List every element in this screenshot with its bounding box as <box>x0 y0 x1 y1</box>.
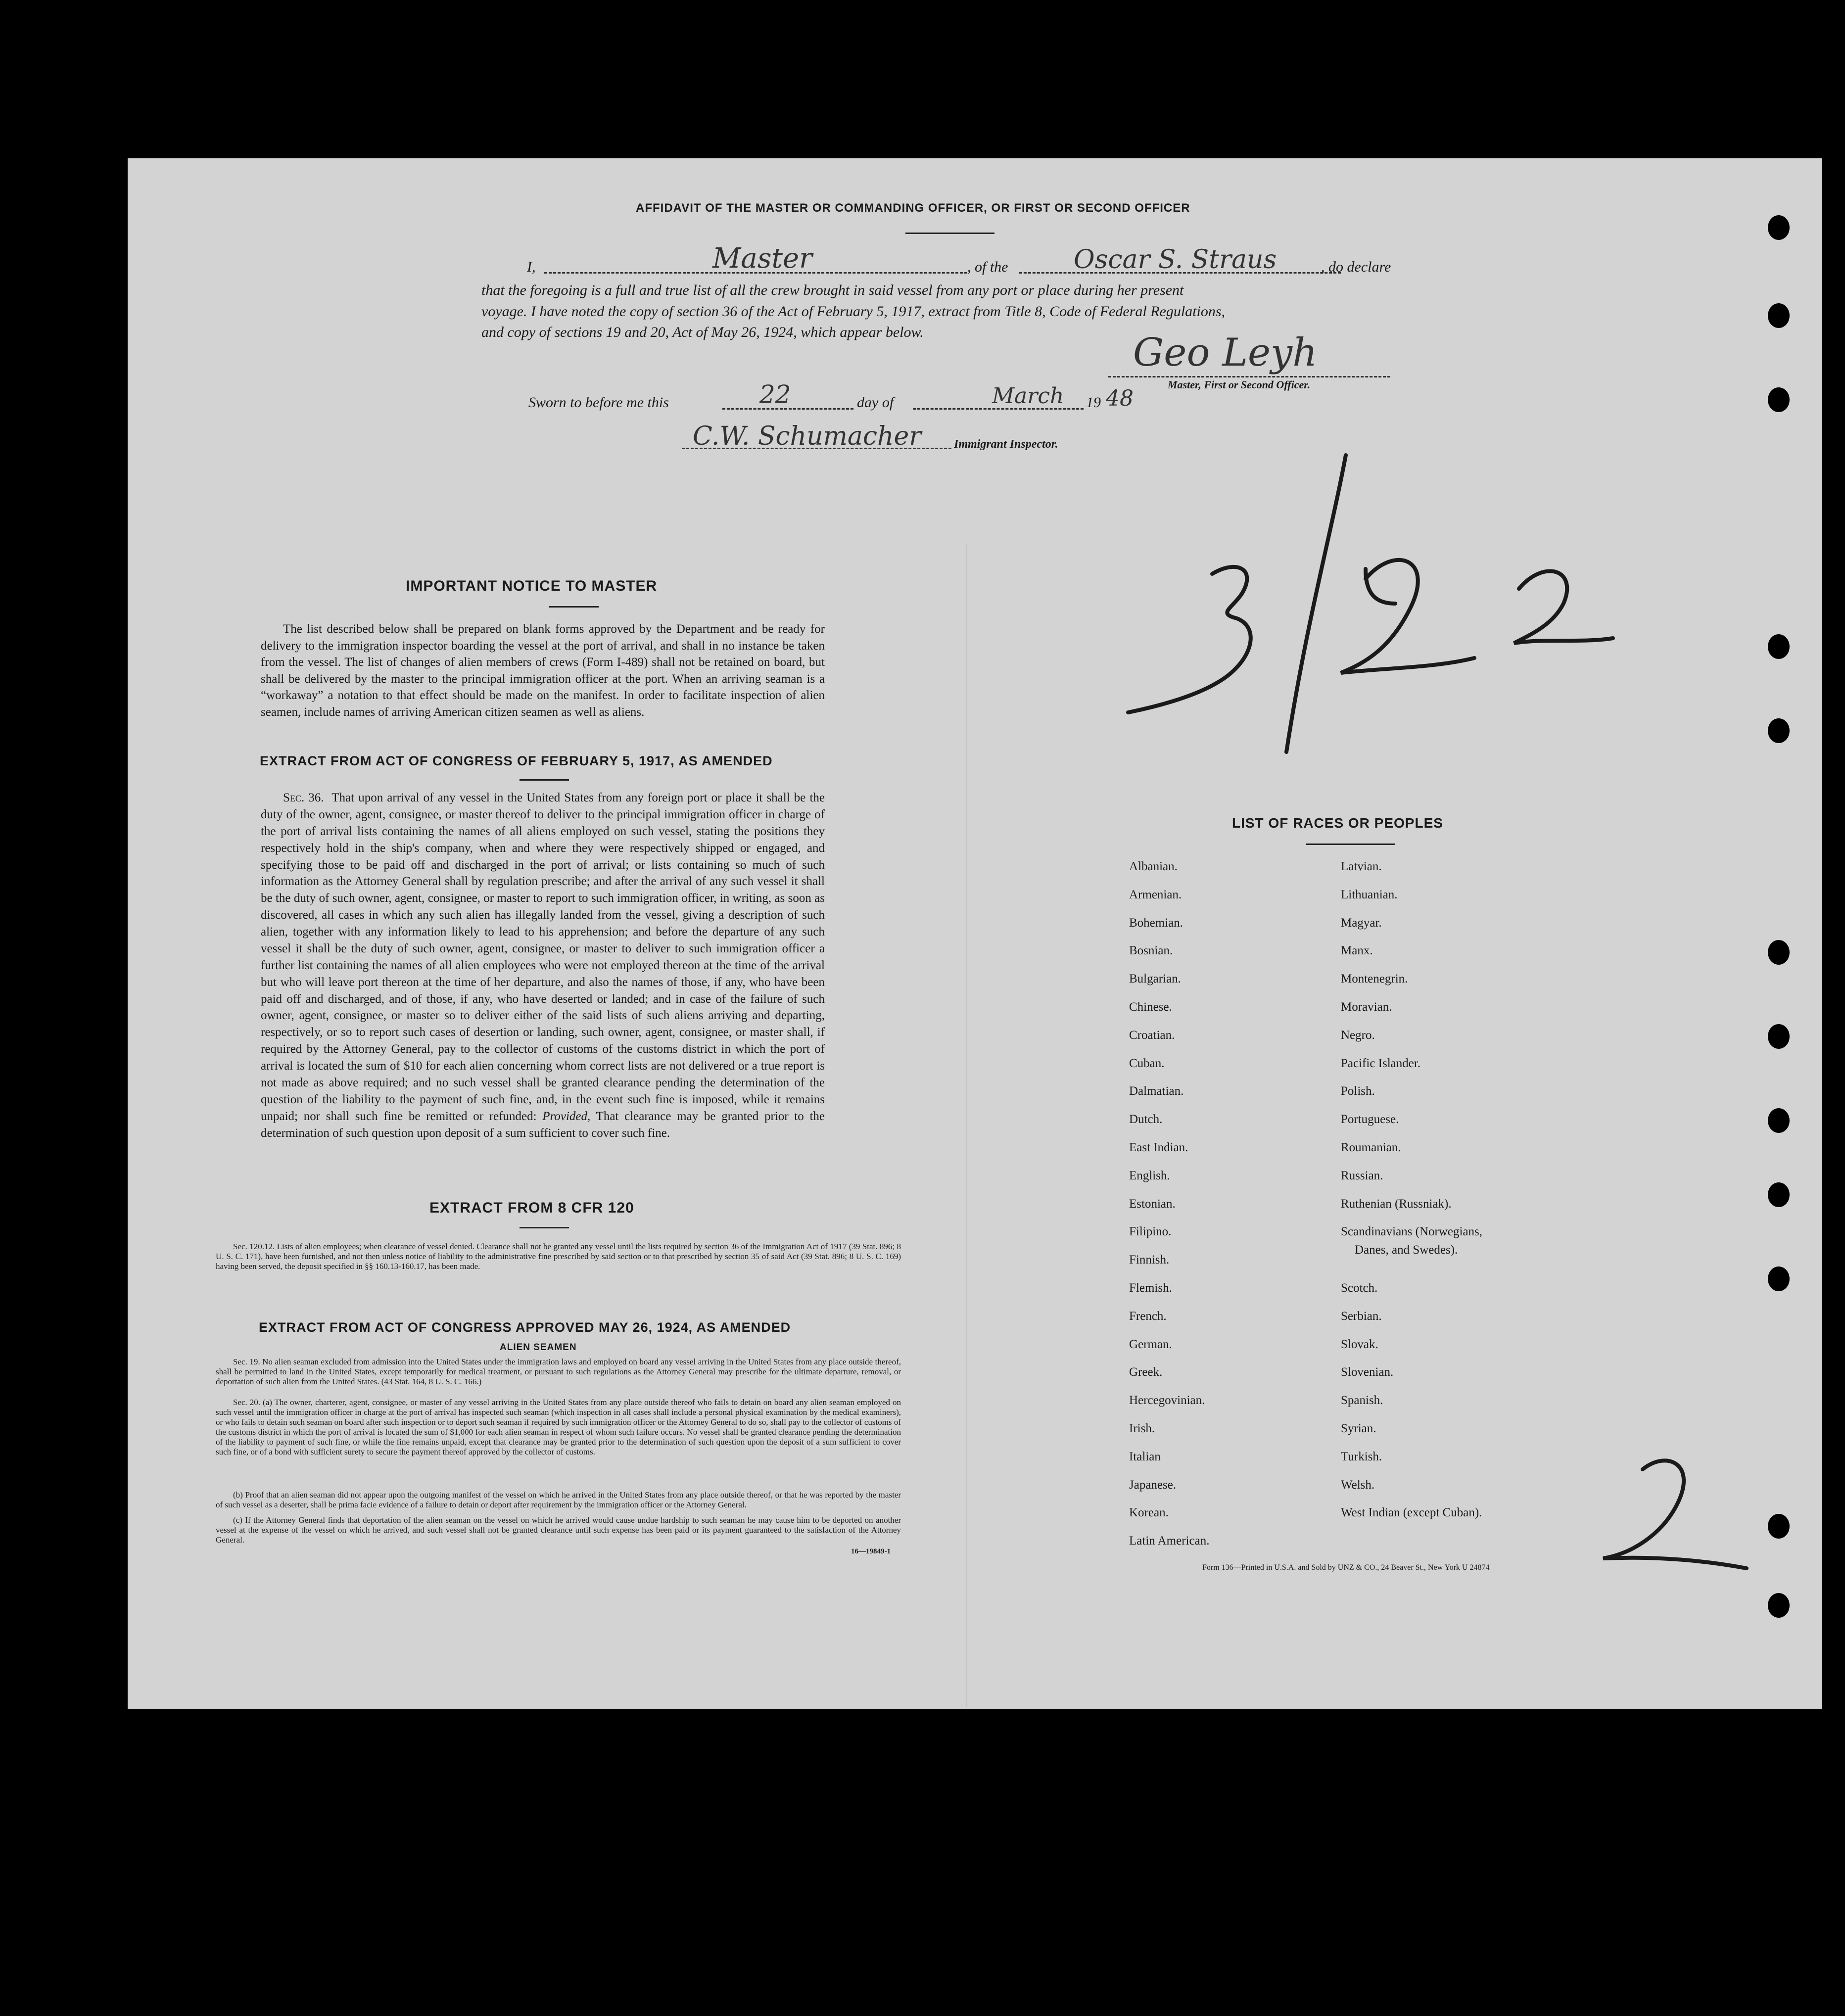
sec-36-body-end: That clearance may be granted prior to the determination of such question upon deposit of a sum sufficient to cover such fine. <box>261 1109 825 1140</box>
inspector-caption: Immigrant Inspector. <box>954 438 1058 451</box>
sec-36-body: That upon arrival of any vessel in the United States from any foreign port or place it shall be the duty of the owner, agent, consignee, or master thereof to deliver to the principal immigration officer in charge of the port of arrival lists containing the names of all aliens employed on such vessel, stating the positions they respectively hold in the ship's company, when and where they were respectively shipped or engaged, and specifying those to be paid off and discharged in the port of arrival; or lists containing so much of such information as the Attorney General shall by regulation prescribe; and after the arrival of any such vessel it shall be the duty of such owner, agent, consignee, or master to report to such immigration officer, in writing, as soon as discovered, all cases in which any such alien has illegally landed from the vessel, giving a description of such alien, together with any information likely to lead to his apprehension; and before the departure of any such vessel it shall be the duty of such owner, agent, consignee, or master to deliver to such immigration officer a further list containing the names of all alien employees who were not employed thereon at the time of the arrival but who will leave port thereon at the time of her departure, and also the names of those, if any, who have been paid off and discharged, and of those, if any, who have deserted or landed; and in case of the failure of such owner, agent, consignee, or master so to deliver either of the said lists of such aliens arriving and departing, respectively, or so to report such cases of desertion or landing, such owner, agent, consignee, or master shall, if required by the Attorney General, pay to the collector of customs of the customs district in which the port of arrival is located the sum of $10 for each alien concerning whom correct lists are not delivered or a true report is not made as above required; and no such vessel shall be granted clearance pending the determination of the question of the liability to the payment of such fine, and, in the event such fine is imposed, while it remains unpaid; nor shall such fine be remitted or refunded: <box>261 791 825 1123</box>
races-title: LIST OF RACES OR PEOPLES <box>1232 815 1443 831</box>
provided-word: Provided, <box>542 1109 591 1123</box>
race-item: West Indian (except Cuban). <box>1341 1506 1482 1520</box>
race-item: Spanish. <box>1341 1394 1383 1407</box>
notice-rule <box>549 606 599 608</box>
punch-hole <box>1768 1024 1790 1049</box>
race-item: Greek. <box>1129 1365 1163 1379</box>
affidavit-title: AFFIDAVIT OF THE MASTER OR COMMANDING OFFICER, OR FIRST OR SECOND OFFICER <box>636 201 1190 215</box>
affidavit-line-2: that the foregoing is a full and true list of all the crew brought in said vessel from any port or place during her present <box>481 282 1184 298</box>
punch-hole <box>1768 1514 1790 1539</box>
signature-line <box>1108 376 1390 377</box>
sworn-label: Sworn to before me this <box>528 394 669 411</box>
inspector-signature: C.W. Schumacher <box>693 422 922 451</box>
race-item: Filipino. <box>1129 1225 1172 1239</box>
year-handwritten: 48 <box>1106 386 1134 411</box>
punch-hole <box>1768 387 1790 412</box>
alien-seamen-subtitle: ALIEN SEAMEN <box>500 1342 577 1353</box>
do-declare-label: , do declare <box>1321 259 1391 275</box>
print-code: 16—19849-1 <box>851 1547 891 1555</box>
race-item: Manx. <box>1341 944 1373 958</box>
master-signature: Geo Leyh <box>1133 330 1318 375</box>
race-item: Scandinavians (Norwegians, <box>1341 1225 1483 1239</box>
race-item: East Indian. <box>1129 1141 1188 1154</box>
affidavit-line-3: voyage. I have noted the copy of section 36 of the Act of February 5, 1917, extract from Title 8, Code of Federal Regulations, <box>481 303 1226 320</box>
sec-20a-text: Sec. 20. (a) The owner, charterer, agent, consignee, or master of any vessel arriving in the United States from any place outside thereof who fails to detain on board any alien seaman employed on such vessel until the immigration officer in charge at the port of arrival has inspected such seaman (which inspection in all cases shall include a personal physical examination by the medical examiners), or who fails to detain such seaman on board after such inspection or to deport such seaman if required by such immigration officer or the Attorney General to do so, shall pay to the collector of customs of the customs district in which the port of arrival is located the sum of $1,000 for each alien seaman in respect of whom such failure occurs. No vessel shall be granted clearance pending the determination of the liability to payment of such fine, or while the fine remains unpaid, except that clearance may be granted prior to the determination of such question upon the deposit of a sum sufficient to cover such fine, or of a bond with sufficient surety to secure the payment thereof approved by the collector of customs. <box>216 1398 901 1457</box>
sec-20c-text: (c) If the Attorney General finds that deportation of the alien seaman on the vessel on which he arrived would cause undue hardship to such seaman he may cause him to be deported on another vessel at the expense of the vessel on which he arrived, and such vessel shall not be granted clearance until such expense has been paid or its payment guaranteed to the satisfaction of the Attorney General. <box>216 1515 901 1545</box>
race-item: Roumanian. <box>1341 1141 1401 1154</box>
handwritten-date-mark <box>1088 445 1672 782</box>
form-footer: Form 136—Printed in U.S.A. and Sold by UNZ & CO., 24 Beaver St., New York U 24874 <box>1202 1563 1490 1572</box>
race-item: Croatian. <box>1129 1028 1175 1042</box>
race-item: Dutch. <box>1129 1113 1163 1126</box>
page-fold <box>966 544 967 1707</box>
race-item: Portuguese. <box>1341 1113 1399 1126</box>
race-item: Moravian. <box>1341 1000 1392 1014</box>
day-of-label: day of <box>857 394 894 411</box>
punch-hole <box>1768 1182 1790 1207</box>
month-handwritten: March <box>992 383 1064 409</box>
race-item: Japanese. <box>1129 1478 1177 1492</box>
race-item: Bulgarian. <box>1129 972 1181 986</box>
race-item: Scotch. <box>1341 1281 1378 1295</box>
race-item: Polish. <box>1341 1084 1375 1098</box>
notice-title: IMPORTANT NOTICE TO MASTER <box>406 578 658 594</box>
race-item: Syrian. <box>1341 1422 1376 1435</box>
sec-19-text: Sec. 19. No alien seaman excluded from admission into the United States under the immigration laws and employed on board any vessel arriving in the United States from any place outside thereof, shall be permitted to land in the United States, except temporarily for medical treatment, or pursuant to such regulations as the Attorney General may prescribe for the ultimate departure, removal, or deportation of such alien from the United States. (43 Stat. 164, 8 U. S. C. 166.) <box>216 1357 901 1387</box>
extract-1917-title: EXTRACT FROM ACT OF CONGRESS OF FEBRUARY 5, 1917, AS AMENDED <box>260 753 773 768</box>
race-item: Flemish. <box>1129 1281 1172 1295</box>
punch-hole <box>1768 940 1790 965</box>
vessel-handwritten: Oscar S. Straus <box>1074 245 1277 275</box>
race-item: Korean. <box>1129 1506 1169 1520</box>
cfr-title: EXTRACT FROM 8 CFR 120 <box>429 1200 634 1216</box>
race-item: Latvian. <box>1341 860 1382 873</box>
races-rule <box>1306 844 1395 845</box>
sec-20b-text: (b) Proof that an alien seaman did not appear upon the outgoing manifest of the vessel on which he arrived in the United States from any place outside thereof, or that he was reported by the master of such vessel as a deserter, shall be prima facie evidence of a failure to detain or deport after requirement by the immigration officer or the Attorney General. <box>216 1490 901 1510</box>
race-item: Chinese. <box>1129 1000 1172 1014</box>
race-item: Russian. <box>1341 1169 1383 1182</box>
punch-hole <box>1768 634 1790 659</box>
day-handwritten: 22 <box>759 380 791 409</box>
race-item: Italian <box>1129 1450 1161 1463</box>
race-item: Albanian. <box>1129 860 1178 873</box>
notice-body: The list described below shall be prepared on blank forms approved by the Department and be ready for delivery to the immigration inspector boarding the vessel at the port of arrival, and shall in no instance be taken from the vessel. The list of changes of alien members of crews (Form I-489) shall not be retained on board, but shall be delivered by the master to the principal immigration officer at the port. When an arriving seaman is a “workaway” a notation to that effect should be made on the manifest. In order to facilitate inspection of alien seamen, include names of arriving American citizen seamen as well as aliens. <box>261 622 825 719</box>
sec-36-label: Sec. 36. <box>283 791 324 804</box>
race-item: French. <box>1129 1309 1167 1323</box>
race-item: Dalmatian. <box>1129 1084 1184 1098</box>
race-item: Slovak. <box>1341 1337 1378 1351</box>
race-item: Pacific Islander. <box>1341 1056 1421 1070</box>
extract-1917-rule <box>520 779 569 781</box>
officer-handwritten: Master <box>712 242 812 275</box>
punch-hole <box>1768 1266 1790 1291</box>
race-item: Bohemian. <box>1129 916 1183 930</box>
race-item: Negro. <box>1341 1028 1375 1042</box>
race-item: Latin American. <box>1129 1534 1210 1548</box>
punch-hole <box>1768 1108 1790 1133</box>
race-item: Cuban. <box>1129 1056 1165 1070</box>
handwritten-page-number-mark <box>1568 1454 1756 1583</box>
inspector-line <box>682 448 951 449</box>
cfr-rule <box>520 1227 569 1228</box>
race-item: Estonian. <box>1129 1197 1176 1211</box>
race-item: English. <box>1129 1169 1170 1182</box>
race-item: Armenian. <box>1129 888 1182 901</box>
race-item: Slovenian. <box>1341 1365 1394 1379</box>
affidavit-i-label: I, <box>527 259 536 275</box>
race-item: Magyar. <box>1341 916 1382 930</box>
punch-hole <box>1768 718 1790 743</box>
race-item: German. <box>1129 1337 1172 1351</box>
race-scandinavians-cont: Danes, and Swedes). <box>1355 1243 1458 1257</box>
punch-hole <box>1768 303 1790 328</box>
punch-hole <box>1768 1593 1790 1618</box>
year-prefix: 19 <box>1086 394 1101 411</box>
title-rule <box>905 233 994 234</box>
race-item: Turkish. <box>1341 1450 1382 1463</box>
race-item: Finnish. <box>1129 1253 1170 1267</box>
extract-1924-title: EXTRACT FROM ACT OF CONGRESS APPROVED MAY 26, 1924, AS AMENDED <box>259 1320 791 1335</box>
affidavit-line-4: and copy of sections 19 and 20, Act of May 26, 1924, which appear below. <box>481 324 924 340</box>
of-the-label: , of the <box>967 259 1008 275</box>
signature-caption: Master, First or Second Officer. <box>1168 378 1311 391</box>
race-item: Bosnian. <box>1129 944 1173 958</box>
race-item: Montenegrin. <box>1341 972 1408 986</box>
race-item: Ruthenian (Russniak). <box>1341 1197 1452 1211</box>
punch-hole <box>1768 215 1790 240</box>
race-item: Hercegovinian. <box>1129 1394 1205 1407</box>
sec-36-text <box>261 790 825 1141</box>
cfr-body: Sec. 120.12. Lists of alien employees; when clearance of vessel denied. Clearance shall not be granted any vessel until the lists required by section 36 of the Immigration Act of 1917 (39 Stat. 896; 8 U. S. C. 171), have been furnished, and not then unless notice of liability to the administrative fine prescribed by said section or to that prescribed by section 35 of said Act (39 Stat. 896; 8 U. S. C. 169) having been served, the deposit specified in §§ 160.13-160.17, has been made. <box>216 1242 901 1271</box>
race-item: Welsh. <box>1341 1478 1375 1492</box>
race-item: Serbian. <box>1341 1309 1382 1323</box>
race-item: Lithuanian. <box>1341 888 1398 901</box>
race-item: Irish. <box>1129 1422 1155 1435</box>
